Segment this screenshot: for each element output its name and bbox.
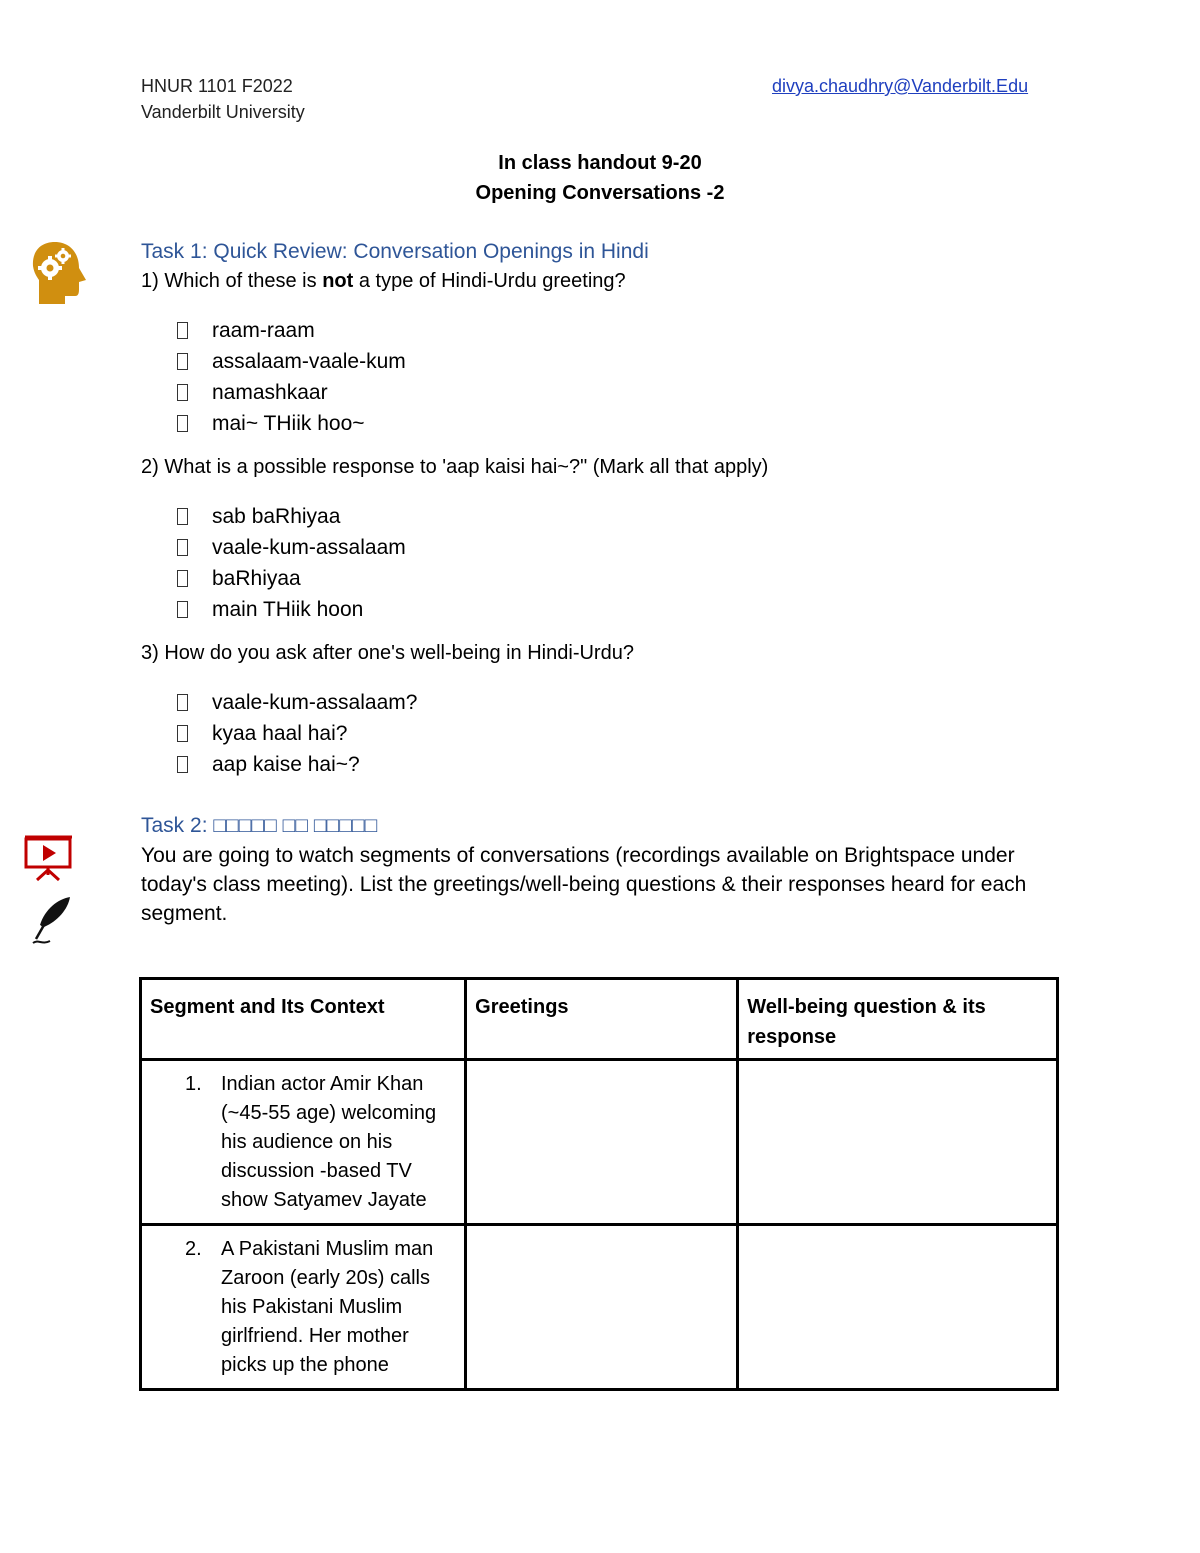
question-2: 2) What is a possible response to 'aap kaisi hai~?" (Mark all that apply)	[141, 456, 769, 478]
head-gears-icon	[31, 240, 89, 311]
email-link[interactable]: divya.chaudhry@Vanderbilt.Edu	[772, 76, 1029, 96]
greetings-cell[interactable]	[466, 1225, 738, 1390]
option[interactable]: vaale-kum-assalaam?	[177, 687, 417, 718]
option[interactable]: vaale-kum-assalaam	[177, 532, 406, 563]
segment-context-cell	[141, 1225, 466, 1390]
option[interactable]: raam-raam	[177, 315, 406, 346]
option[interactable]: aap kaise hai~?	[177, 749, 417, 780]
segment-context: A Pakistani Muslim man Zaroon (early 20s) calls his Pakistani Muslim girlfriend. Her mother picks up the phone	[221, 1238, 434, 1376]
question-2-options	[177, 501, 406, 625]
wellbeing-cell[interactable]	[738, 1225, 1058, 1390]
option[interactable]: namashkaar	[177, 377, 406, 408]
table-header-row	[141, 979, 1058, 1060]
segment-number: 1.	[185, 1073, 202, 1095]
checkbox[interactable]	[177, 353, 188, 370]
checkbox[interactable]	[177, 725, 188, 742]
option[interactable]: main THiik hoon	[177, 594, 406, 625]
checkbox[interactable]	[177, 508, 188, 525]
question-1-options	[177, 315, 406, 439]
question-3: 3) How do you ask after one's well-being in Hindi-Urdu?	[141, 642, 634, 664]
greetings-cell[interactable]	[466, 1060, 738, 1225]
wellbeing-cell[interactable]	[738, 1060, 1058, 1225]
segment-context-cell	[141, 1060, 466, 1225]
presentation-icon	[24, 834, 74, 887]
course-code: HNUR 1101 F2022	[141, 76, 293, 96]
question-1: 1) Which of these is not a type of Hindi-Urdu greeting?	[141, 270, 626, 292]
checkbox[interactable]	[177, 601, 188, 618]
option[interactable]: sab baRhiyaa	[177, 501, 406, 532]
column-header-greetings: Greetings	[466, 979, 738, 1060]
task2-instructions: You are going to watch segments of conversations (recordings available on Brightspace under today's class meeting). List the greetings/well-being questions & their responses heard for each segment.	[141, 844, 1027, 925]
question-3-options	[177, 687, 417, 780]
task1-heading: Task 1: Quick Review: Conversation Openings in Hindi	[141, 240, 649, 263]
checkbox[interactable]	[177, 694, 188, 711]
checkbox[interactable]	[177, 756, 188, 773]
checkbox[interactable]	[177, 415, 188, 432]
handout-title: In class handout 9-20	[498, 152, 702, 174]
table-row	[141, 1225, 1058, 1390]
option[interactable]: mai~ THiik hoo~	[177, 408, 406, 439]
segment-context: Indian actor Amir Khan (~45-55 age) welcoming his audience on his discussion -based TV show Satyamev Jayate	[221, 1073, 437, 1211]
table-row	[141, 1060, 1058, 1225]
handout-subtitle: Opening Conversations -2	[475, 182, 725, 204]
option[interactable]: baRhiyaa	[177, 563, 406, 594]
option[interactable]: assalaam-vaale-kum	[177, 346, 406, 377]
column-header-wellbeing: Well-being question & its response	[738, 979, 1058, 1060]
segment-number: 2.	[185, 1238, 202, 1260]
checkbox[interactable]	[177, 539, 188, 556]
checkbox[interactable]	[177, 570, 188, 587]
university-name: Vanderbilt University	[141, 102, 305, 122]
checkbox[interactable]	[177, 384, 188, 401]
segments-table	[139, 977, 1059, 1391]
option[interactable]: kyaa haal hai?	[177, 718, 417, 749]
task2-heading: Task 2: □□□□□ □□ □□□□□	[141, 814, 378, 837]
checkbox[interactable]	[177, 322, 188, 339]
quill-icon	[30, 895, 74, 950]
column-header-segment: Segment and Its Context	[141, 979, 466, 1060]
